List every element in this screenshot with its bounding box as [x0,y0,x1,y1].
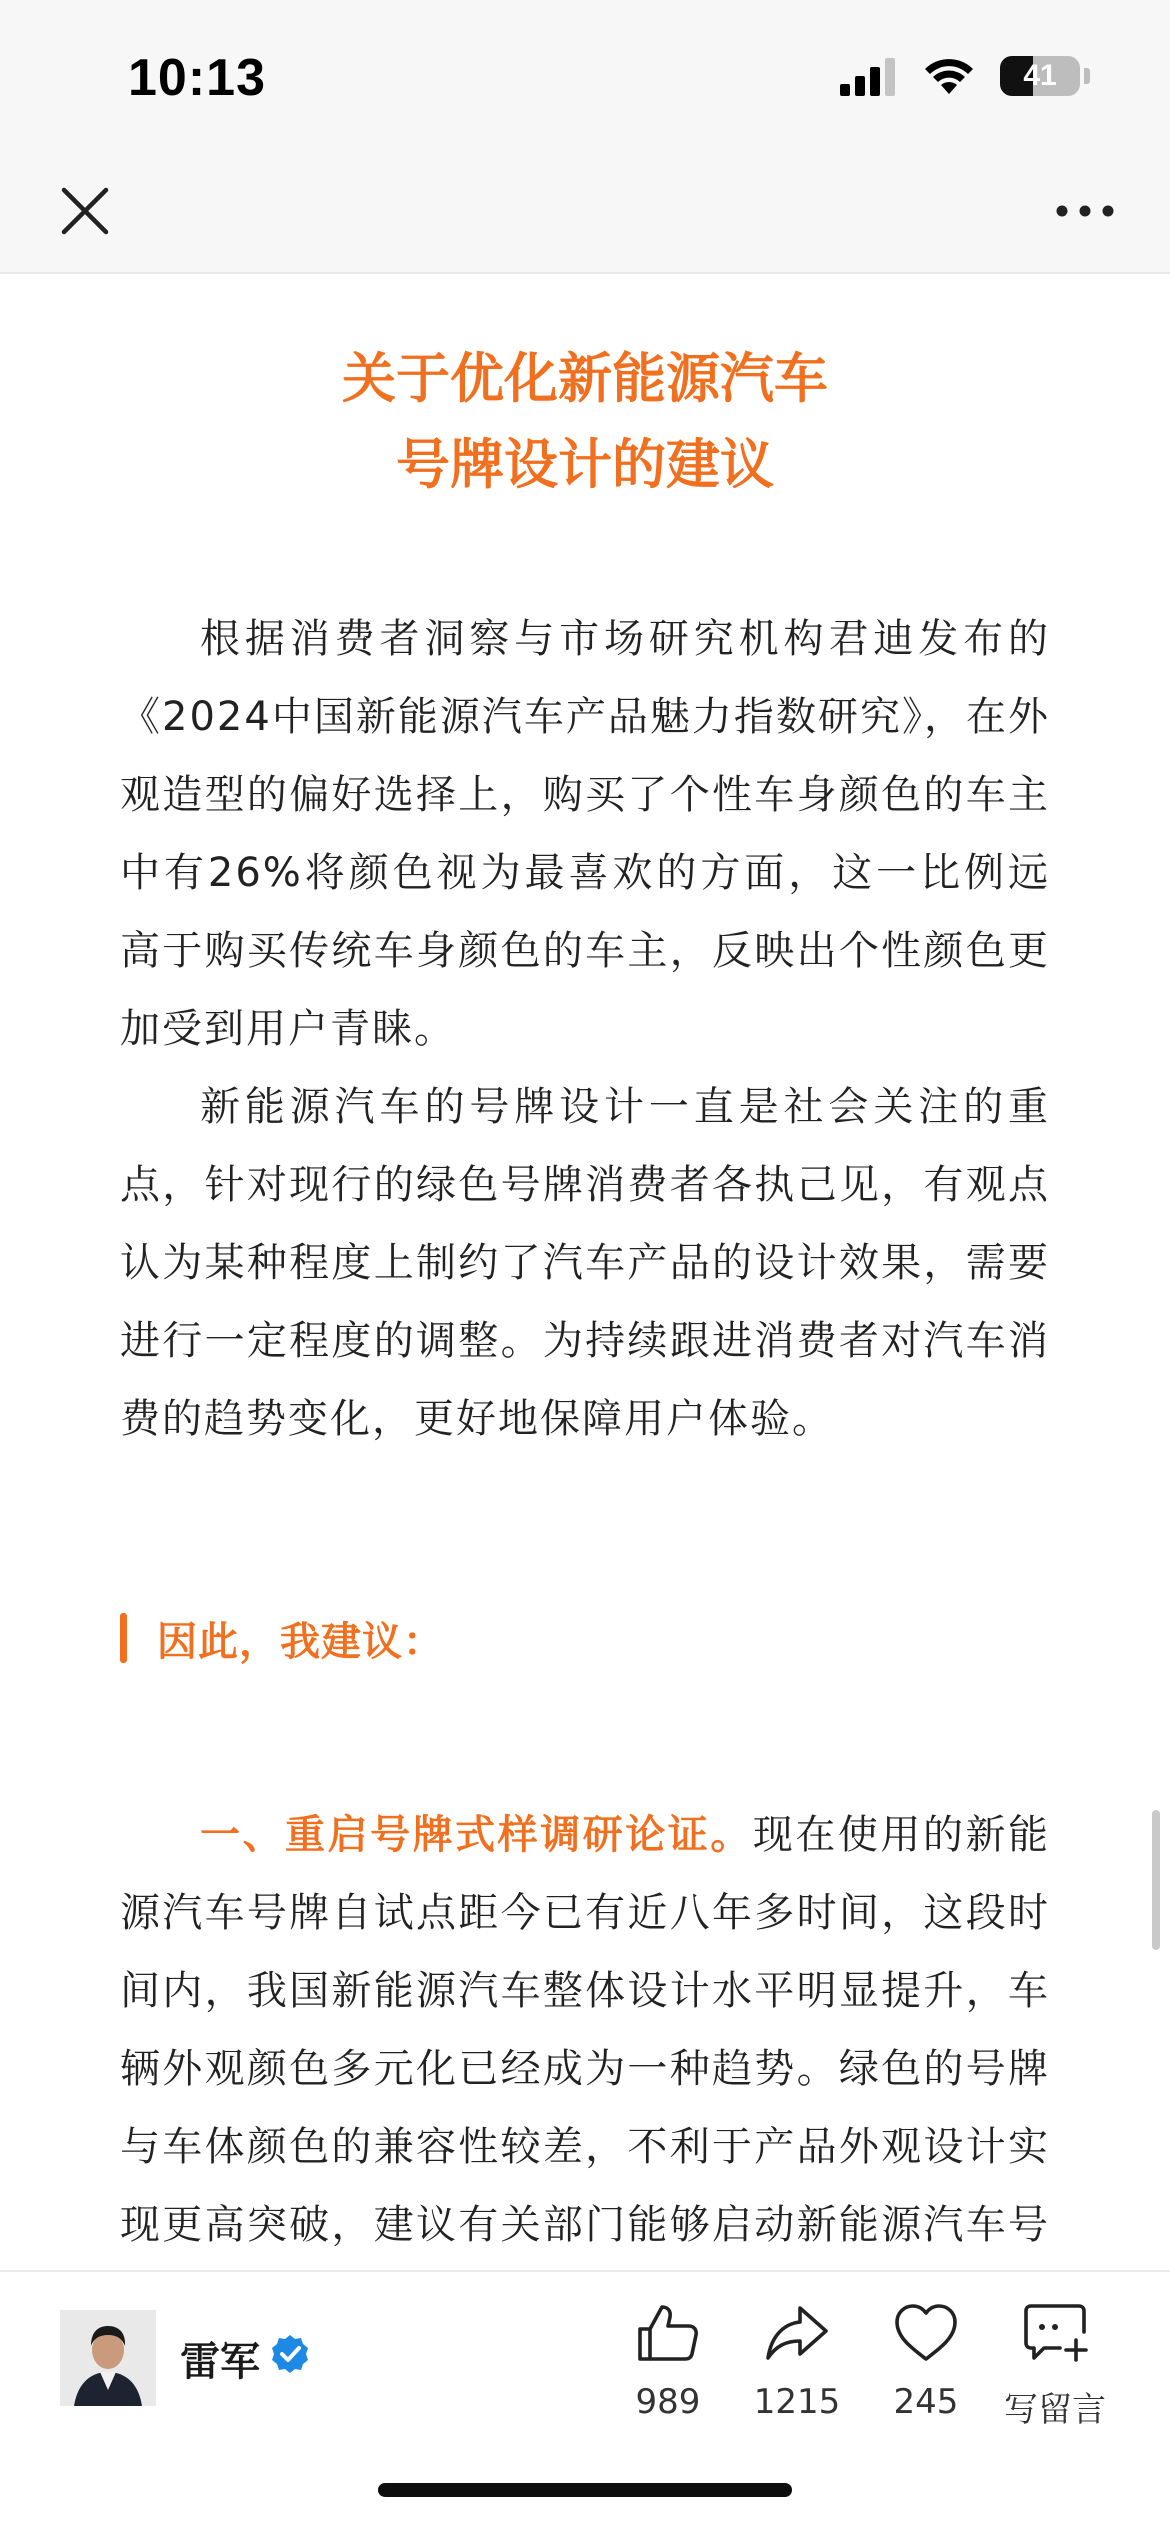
article-title-line1: 关于优化新能源汽车 [342,347,828,410]
write-comment-label: 写留言 [1004,2390,1106,2430]
verified-badge-icon [270,2334,310,2374]
cellular-signal-icon [840,56,898,96]
wifi-icon [922,56,976,96]
author-avatar[interactable] [60,2310,156,2406]
like-button[interactable] [603,2302,733,2422]
nav-bar [0,150,1170,274]
close-button[interactable] [52,178,118,244]
section-heading [120,1608,1050,1668]
paragraph-point-1 [120,1796,1050,2342]
article-title [0,336,1170,508]
more-button[interactable] [1052,178,1118,244]
like-count: 989 [635,2382,701,2422]
share-icon [764,2302,830,2364]
article[interactable] [0,274,1170,2270]
paragraph-1: 根据消费者洞察与市场研究机构君迪发布的《2024中国新能源汽车产品魅力指数研究》，在外观造型的偏好选择上，购买了个性车身颜色的车主中有26%将颜色视为最喜欢的方面，这一比例远高于购买传统车身颜色的车主，反映出个性颜色更加受到用户青睐。 [120,616,1050,1052]
status-icons [840,56,1090,96]
write-comment-button[interactable] [990,2302,1120,2431]
share-count: 1215 [753,2382,841,2422]
spacer [120,1668,1050,1796]
status-time: 10:13 [128,49,266,107]
status-bar [0,0,1170,150]
point-1-highlight: 一、重启号牌式样调研论证。 [200,1812,753,1858]
battery-level: 41 [1023,59,1057,92]
paragraph-2: 新能源汽车的号牌设计一直是社会关注的重点，针对现行的绿色号牌消费者各执己见，有观点认为某种程度上制约了汽车产品的设计效果，需要进行一定程度的调整。为持续跟进消费者对汽车消费的趋势变化，更好地保障用户体验。 [120,1084,1050,1442]
favorite-button[interactable] [861,2302,991,2422]
scroll-indicator[interactable] [1152,1810,1160,1950]
home-indicator[interactable] [378,2483,792,2497]
more-icon [1055,204,1115,218]
section-heading-text: 因此，我建议： [157,1618,444,1665]
share-button[interactable] [732,2302,862,2422]
comment-add-icon [1022,2302,1088,2364]
spacer [120,1458,1050,1608]
point-1-text: 现在使用的新能源汽车号牌自试点距今已有近八年多时间，这段时间内，我国新能源汽车整体设计水平明显提升，车辆外观颜色多元化已经成为一种趋势。绿色的号牌与车体颜色的兼容性较差，不利于产品外观设计实现更高突破，建议有关部门能够启动新能源汽车号 [120,1812,1051,2248]
battery-icon [1000,56,1080,96]
thumbs-up-icon [635,2302,701,2364]
section-accent-bar [120,1613,127,1663]
article-title-line2: 号牌设计的建议 [396,433,774,496]
person-icon [60,2310,156,2406]
author-name[interactable]: 雷军 [180,2339,260,2385]
battery-cap [1084,68,1090,84]
article-body [120,508,1050,2342]
close-icon [60,186,110,236]
favorite-count: 245 [893,2382,959,2422]
heart-icon [893,2302,959,2364]
